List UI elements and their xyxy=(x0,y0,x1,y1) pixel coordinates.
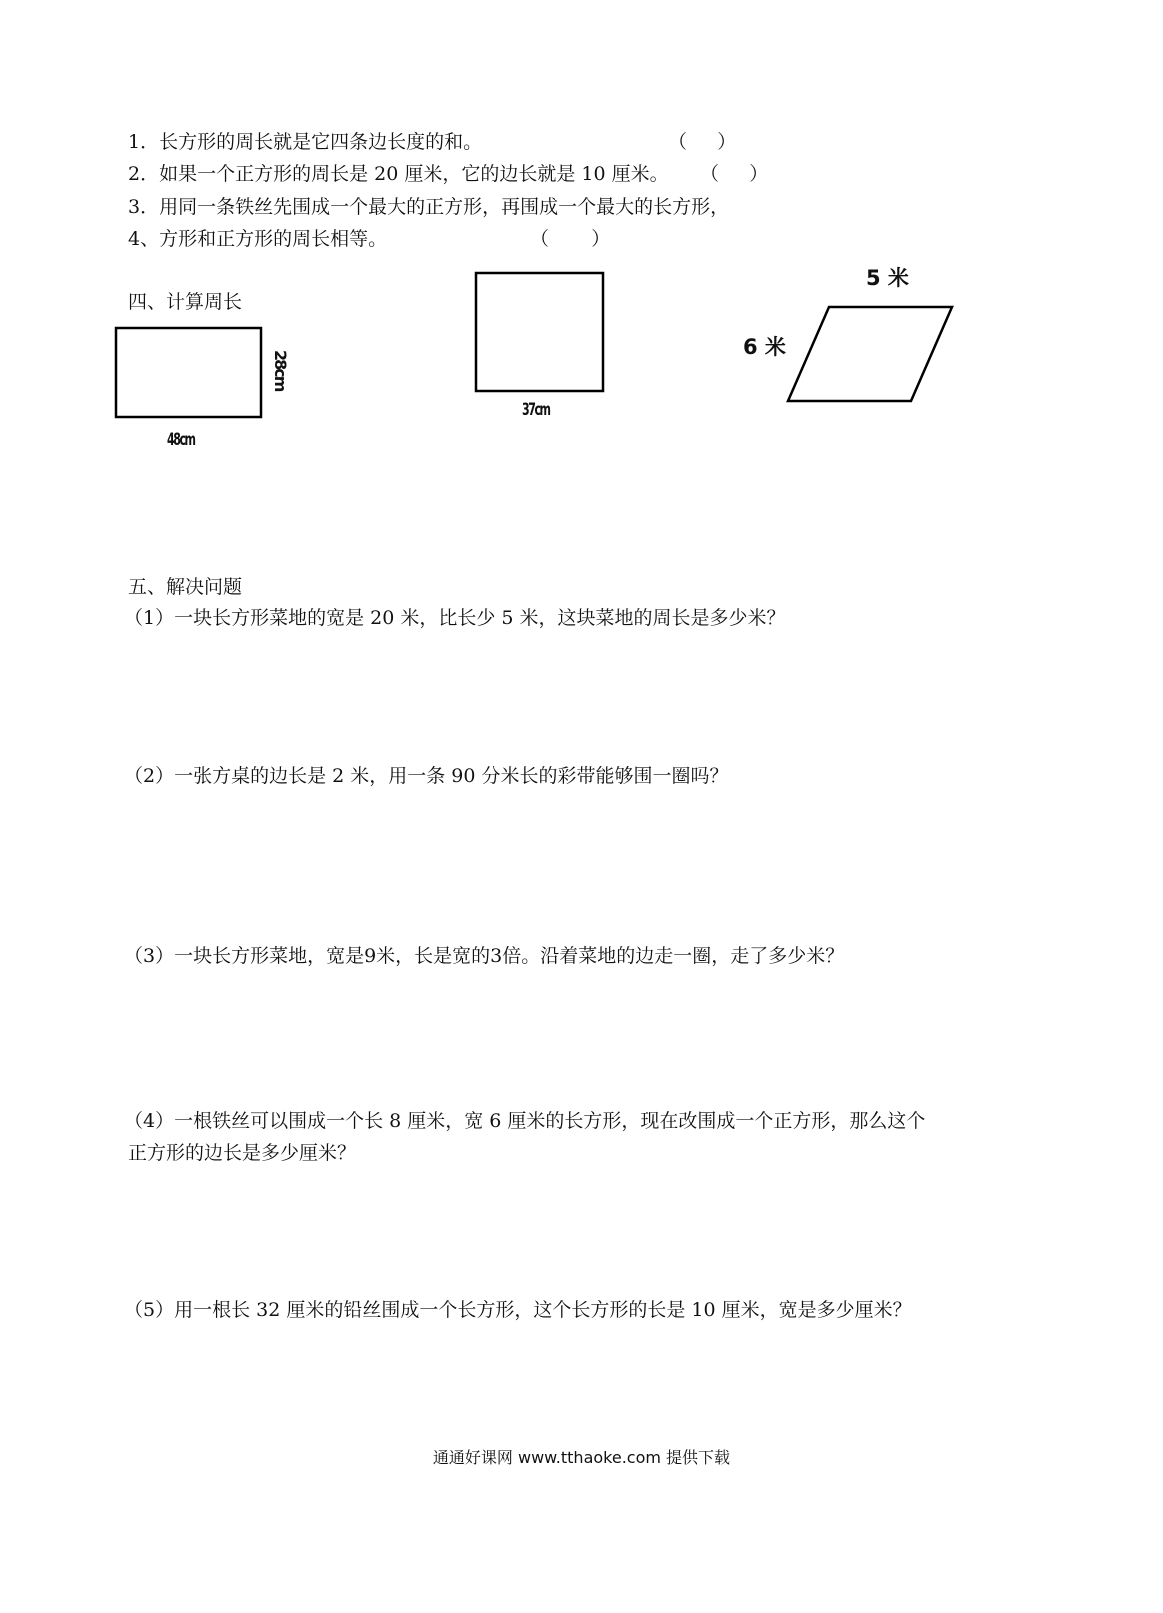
question-2: （2）一张方桌的边长是 2 米，用一条 90 分米长的彩带能够围一圈吗？ xyxy=(124,765,729,787)
rect-height-label: 28cm xyxy=(271,350,290,391)
parallelogram-figure xyxy=(788,307,952,401)
question-5: （5）用一根长 32 厘米的铅丝围成一个长方形，这个长方形的长是 10 厘米，宽是多少厘米？ xyxy=(124,1299,912,1321)
question-3: （3）一块长方形菜地，宽是9米，长是宽的3倍。沿着菜地的边走一圈，走了多少米？ xyxy=(124,945,845,967)
rect-width-label: 48cm xyxy=(167,430,195,450)
tf-item-2: 2．如果一个正方形的周长是 20 厘米，它的边长就是 10 厘米。 xyxy=(128,163,669,185)
tf-item-3: 3．用同一条铁丝先围成一个最大的正方形，再围成一个最大的长方形， xyxy=(128,196,730,218)
tf-item-1: 1．长方形的周长就是它四条边长度的和。 xyxy=(128,131,483,153)
footer-credit: 通通好课网 www.tthaoke.com 提供下载 xyxy=(432,1448,731,1467)
tf-item-2-answer-paren: （ ） xyxy=(700,163,769,185)
tf-item-4: 4、方形和正方形的周长相等。 xyxy=(128,228,388,250)
tf-item-1-answer-paren: （ ） xyxy=(668,131,737,153)
square-side-label: 37cm xyxy=(522,400,550,420)
tf-item-4-answer-paren: （ ） xyxy=(530,228,611,250)
section5-heading: 五、解决问题 xyxy=(128,576,243,598)
parallelogram-side-label: 6 米 xyxy=(743,335,786,359)
parallelogram-top-label: 5 米 xyxy=(866,266,909,290)
question-1: （1）一块长方形菜地的宽是 20 米，比长少 5 米，这块菜地的周长是多少米？ xyxy=(124,607,786,629)
rectangle-figure xyxy=(116,328,261,417)
section4-heading: 四、计算周长 xyxy=(128,291,243,313)
question-4-line-2: 正方形的边长是多少厘米？ xyxy=(128,1142,357,1164)
square-figure xyxy=(476,273,603,391)
question-4-line-1: （4）一根铁丝可以围成一个长 8 厘米，宽 6 厘米的长方形，现在改围成一个正方形，那么这个 xyxy=(124,1110,926,1132)
